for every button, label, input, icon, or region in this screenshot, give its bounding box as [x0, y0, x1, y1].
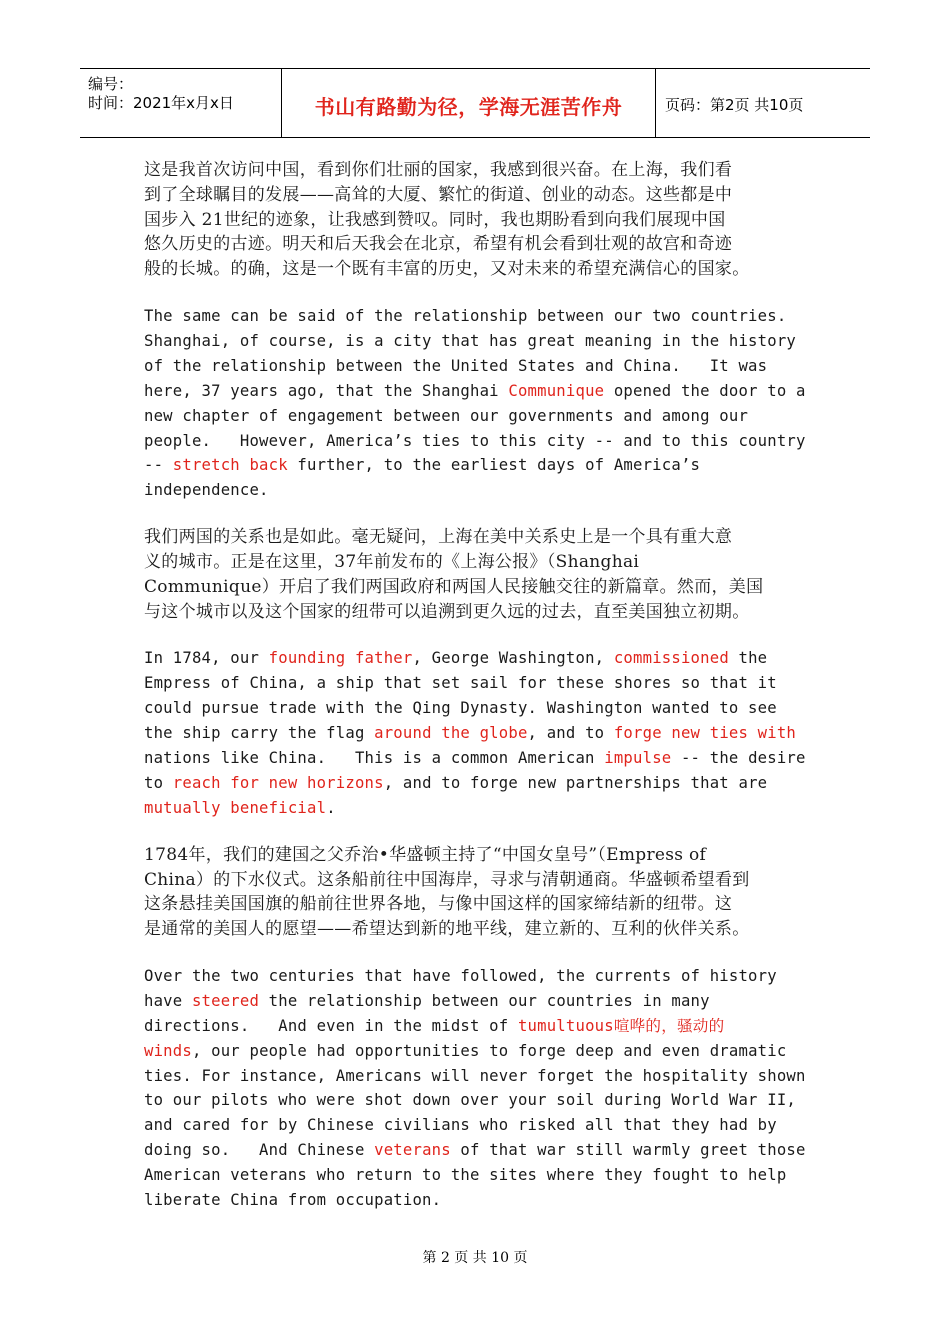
text-line	[144, 429, 816, 454]
text-run: 到了全球瞩目的发展——高耸的大厦、繁忙的街道、创业的动态。这些都是中	[144, 184, 733, 205]
english-paragraph	[144, 304, 816, 503]
text-run: of that war still warmly greet those	[450, 1141, 806, 1160]
text-line	[144, 257, 816, 282]
doc-number-label: 编号：	[88, 75, 134, 93]
text-run: here, 37 years ago, that the Shanghai	[144, 381, 509, 400]
text-run: of the relationship between the United States and China. It was	[144, 356, 768, 375]
text-line	[144, 989, 816, 1014]
document-body	[144, 158, 816, 1235]
text-line	[144, 671, 816, 696]
text-run: nations like China. This is a common American	[144, 749, 605, 768]
text-run: and cared for by Chinese civilians who risked all that they had by	[144, 1116, 777, 1135]
text-run: The same can be said of the relationship between our two countries.	[144, 306, 787, 325]
text-run: ties. For instance, Americans will never forget the hospitality shown	[144, 1066, 806, 1085]
text-run: 这条悬挂美国国旗的船前往世界各地，与像中国这样的国家缔结新的纽带。这	[144, 894, 733, 915]
text-run: to	[144, 773, 173, 792]
text-run: Over the two centuries that have followed, the currents of history	[144, 966, 777, 985]
text-run: American veterans who return to the sites where they fought to help	[144, 1166, 787, 1185]
text-run: could pursue trade with the Qing Dynasty. Washington wanted to see	[144, 699, 777, 718]
english-paragraph	[144, 646, 816, 820]
highlighted-phrase: winds	[144, 1041, 192, 1060]
text-line	[144, 600, 816, 625]
text-run: independence.	[144, 481, 269, 500]
text-line	[144, 453, 816, 478]
text-line	[144, 843, 816, 868]
chinese-paragraph	[144, 158, 816, 282]
text-run: liberate China from occupation.	[144, 1191, 442, 1210]
text-line	[144, 796, 816, 821]
text-line	[144, 1088, 816, 1113]
text-line	[144, 1014, 816, 1039]
text-run: new chapter of engagement between our governments and among our	[144, 406, 749, 425]
text-run: 义的城市。正是在这里，37年前发布的《上海公报》（Shanghai	[144, 552, 640, 573]
text-line	[144, 1163, 816, 1188]
text-run: 与这个城市以及这个国家的纽带可以追溯到更久远的过去，直至美国独立初期。	[144, 601, 750, 622]
text-line	[144, 1064, 816, 1089]
text-run: 是通常的美国人的愿望——希望达到新的地平线，建立新的、互利的伙伴关系。	[144, 919, 750, 940]
text-line	[144, 1113, 816, 1138]
text-run: China）的下水仪式。这条船前往中国海岸，寻求与清朝通商。华盛顿希望看到	[144, 869, 750, 890]
text-run: 般的长城。的确，这是一个既有丰富的历史，又对未来的希望充满信心的国家。	[144, 259, 750, 280]
text-line	[144, 1188, 816, 1213]
text-line	[144, 550, 816, 575]
text-run: , and to forge new partnerships that are	[383, 773, 768, 792]
chinese-paragraph	[144, 525, 816, 624]
text-line	[144, 158, 816, 183]
highlighted-phrase: Communique	[508, 381, 605, 400]
text-run: Communique）开启了我们两国政府和两国人民接触交往的新篇章。然而，美国	[144, 576, 764, 597]
highlighted-phrase: veterans	[374, 1141, 451, 1160]
text-run: to our pilots who were shot down over your soil during World War II,	[144, 1091, 796, 1110]
text-line	[144, 646, 816, 671]
english-paragraph	[144, 964, 816, 1213]
text-run: .	[326, 798, 336, 817]
text-run: Empress of China, a ship that set sail for these shores so that it	[144, 674, 777, 693]
text-line	[144, 183, 816, 208]
text-run: , our people had opportunities to forge deep and even dramatic	[191, 1041, 787, 1060]
text-line	[144, 404, 816, 429]
header-motto-cell	[281, 69, 656, 137]
text-line	[144, 329, 816, 354]
header-motto: 书山有路勤为径，学海无涯苦作舟	[314, 95, 623, 119]
text-run: opened the door to a	[604, 381, 806, 400]
text-run: the ship carry the flag	[144, 724, 375, 743]
text-run: have	[144, 991, 192, 1010]
text-line	[144, 868, 816, 893]
text-run: -- the desire	[671, 749, 806, 768]
text-run: --	[144, 456, 173, 475]
highlighted-phrase: commissioned	[613, 649, 729, 668]
highlighted-phrase: stretch back	[172, 456, 288, 475]
text-line	[144, 1039, 816, 1064]
highlighted-phrase: tumultuous喧哗的，骚动的	[517, 1016, 725, 1035]
text-line	[144, 746, 816, 771]
text-run: In 1784, our	[144, 649, 269, 668]
highlighted-phrase: around the globe	[374, 724, 528, 743]
text-line	[144, 304, 816, 329]
date-label: 时间：2021年x月x日	[88, 94, 234, 112]
highlighted-phrase: mutually beneficial	[144, 798, 327, 817]
text-run: Shanghai, of course, is a city that has great meaning in the history	[144, 331, 796, 350]
highlighted-phrase: reach for new horizons	[172, 773, 384, 792]
highlighted-phrase: impulse	[604, 749, 672, 768]
text-line	[144, 232, 816, 257]
text-line	[144, 1138, 816, 1163]
text-line	[144, 964, 816, 989]
text-line	[144, 354, 816, 379]
text-line	[144, 721, 816, 746]
text-line	[144, 575, 816, 600]
text-run: 国步入 21世纪的迹象，让我感到赞叹。同时，我也期盼看到向我们展现中国	[144, 209, 726, 230]
text-line	[144, 478, 816, 503]
text-run: further, to the earliest days of America’s	[287, 456, 701, 475]
text-line	[144, 696, 816, 721]
text-line	[144, 771, 816, 796]
text-run: directions. And even in the midst of	[144, 1016, 518, 1035]
text-line	[144, 208, 816, 233]
page-number-label: 页码：第2页 共10页	[665, 96, 804, 114]
text-run: , and to	[527, 724, 614, 743]
text-run: 我们两国的关系也是如此。毫无疑问，上海在美中关系史上是一个具有重大意	[144, 527, 733, 548]
text-run: people. However, America’s ties to this city -- and to this country	[144, 431, 806, 450]
text-line	[144, 525, 816, 550]
highlighted-phrase: founding father	[268, 649, 413, 668]
header-meta-cell	[80, 69, 280, 137]
page-footer: 第 2 页 共 10 页	[422, 1250, 528, 1266]
text-run: 1784年，我们的建国之父乔治•华盛顿主持了“中国女皇号”（Empress of	[144, 844, 707, 865]
text-run: , George Washington,	[412, 649, 614, 668]
text-line	[144, 917, 816, 942]
text-run: doing so. And Chinese	[144, 1141, 375, 1160]
chinese-paragraph	[144, 843, 816, 942]
text-line	[144, 892, 816, 917]
page-header-table	[80, 68, 870, 138]
highlighted-phrase: forge new ties with	[613, 724, 797, 743]
text-run: the relationship between our countries in many	[259, 991, 710, 1010]
text-run: the	[728, 649, 768, 668]
highlighted-phrase: steered	[191, 991, 260, 1010]
header-page-cell	[655, 69, 870, 137]
text-run: 悠久历史的古迹。明天和后天我会在北京，希望有机会看到壮观的故宫和奇迹	[144, 234, 733, 255]
text-line	[144, 379, 816, 404]
text-run: 这是我首次访问中国，看到你们壮丽的国家，我感到很兴奋。在上海，我们看	[144, 160, 733, 180]
